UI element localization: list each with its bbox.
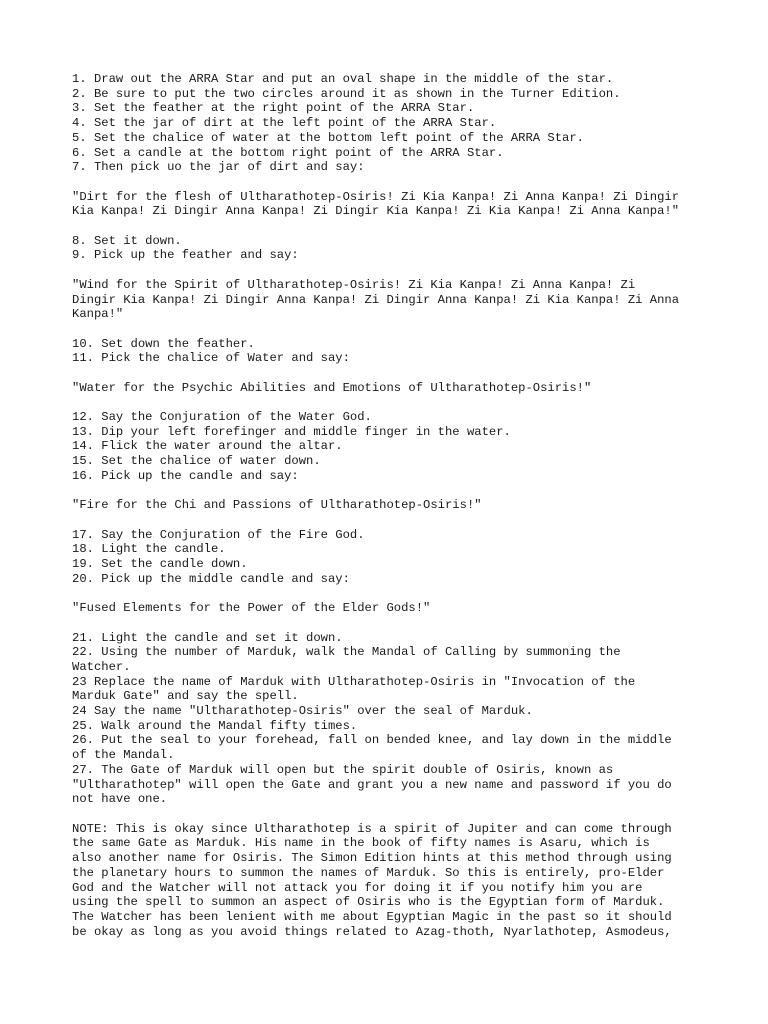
paragraph-gap bbox=[72, 586, 712, 601]
document-page bbox=[72, 72, 712, 939]
paragraph-gap bbox=[72, 366, 712, 381]
paragraph-gap bbox=[72, 263, 712, 278]
steps-17-to-20: 17. Say the Conjuration of the Fire God. 18. Light the candle. 19. Set the candle down. 20. Pick up the middle candle and say: bbox=[72, 527, 365, 586]
fused-elements-incantation: "Fused Elements for the Power of the Elder Gods!" bbox=[72, 601, 431, 616]
note-paragraph: NOTE: This is okay since Ultharathotep is a spirit of Jupiter and can come through the same Gate as Marduk. His name in the book of fifty names is Asaru, which is also another name for Osiris. The Simon Edition hints at this method through using the planetary hours to summon the names of Marduk. So this is entirely, pro-Elder God and the Watcher will not attack you for doing it if you notify him you are using the spell to summon an aspect of Osiris who is the Egyptian form of Marduk. The Watcher has been lenient with me about Egyptian Magic in the past so it should be okay as long as you avoid things related to Azag-thoth, Nyarlathotep, Asmodeus, bbox=[72, 821, 672, 939]
paragraph-gap bbox=[72, 616, 712, 631]
paragraph-gap bbox=[72, 807, 712, 822]
steps-21-to-27: 21. Light the candle and set it down. 22. Using the number of Marduk, walk the Mandal of Calling by summoning the Watcher. 23 Replace the name of Marduk with Ultharathotep-Osiris in "Invocation of the Marduk Gate" and say the spell. 24 Say the name "Ultharathotep-Osiris" over the seal of Marduk. 25. Walk around the Mandal fifty times. 26. Put the seal to your forehead, fall on bended knee, and lay down in the middle of the Mandal. 27. The Gate of Marduk will open but the spirit double of Osiris, known as "Ultharathotep" will open the Gate and grant you a new name and password if you do not have one. bbox=[72, 630, 672, 807]
paragraph-gap bbox=[72, 513, 712, 528]
steps-8-to-9: 8. Set it down. 9. Pick up the feather and say: bbox=[72, 233, 299, 263]
steps-12-to-16: 12. Say the Conjuration of the Water God. 13. Dip your left forefinger and middle finger in the water. 14. Flick the water around the altar. 15. Set the chalice of water down. 16. Pick up the candle and say: bbox=[72, 410, 511, 483]
paragraph-gap bbox=[72, 175, 712, 190]
dirt-incantation: "Dirt for the flesh of Ultharathotep-Osiris! Zi Kia Kanpa! Zi Anna Kanpa! Zi Dingir Kia Kanpa! Zi Dingir Anna Kanpa! Zi Dingir Kia Kanpa! Zi Kia Kanpa! Zi Anna Kanpa!" bbox=[72, 189, 680, 219]
steps-1-to-7: 1. Draw out the ARRA Star and put an oval shape in the middle of the star. 2. Be sure to put the two circles around it as shown in the Turner Edition. 3. Set the feather at the right point of the ARRA Star. 4. Set the jar of dirt at the left point of the ARRA Star. 5. Set the chalice of water at the bottom left point of the ARRA Star. 6. Set a candle at the bottom right point of the ARRA Star. 7. Then pick uo the jar of dirt and say: bbox=[72, 72, 621, 175]
paragraph-gap bbox=[72, 219, 712, 234]
paragraph-gap bbox=[72, 484, 712, 499]
fire-incantation: "Fire for the Chi and Passions of Ultharathotep-Osiris!" bbox=[72, 498, 482, 513]
paragraph-gap bbox=[72, 322, 712, 337]
water-incantation: "Water for the Psychic Abilities and Emotions of Ultharathotep-Osiris!" bbox=[72, 380, 592, 395]
wind-incantation: "Wind for the Spirit of Ultharathotep-Osiris! Zi Kia Kanpa! Zi Anna Kanpa! Zi Dingir Kia Kanpa! Zi Dingir Anna Kanpa! Zi Dingir Anna Kanpa! Zi Kia Kanpa! Zi Anna Kanpa!" bbox=[72, 277, 680, 322]
paragraph-gap bbox=[72, 395, 712, 410]
steps-10-to-11: 10. Set down the feather. 11. Pick the chalice of Water and say: bbox=[72, 336, 350, 366]
